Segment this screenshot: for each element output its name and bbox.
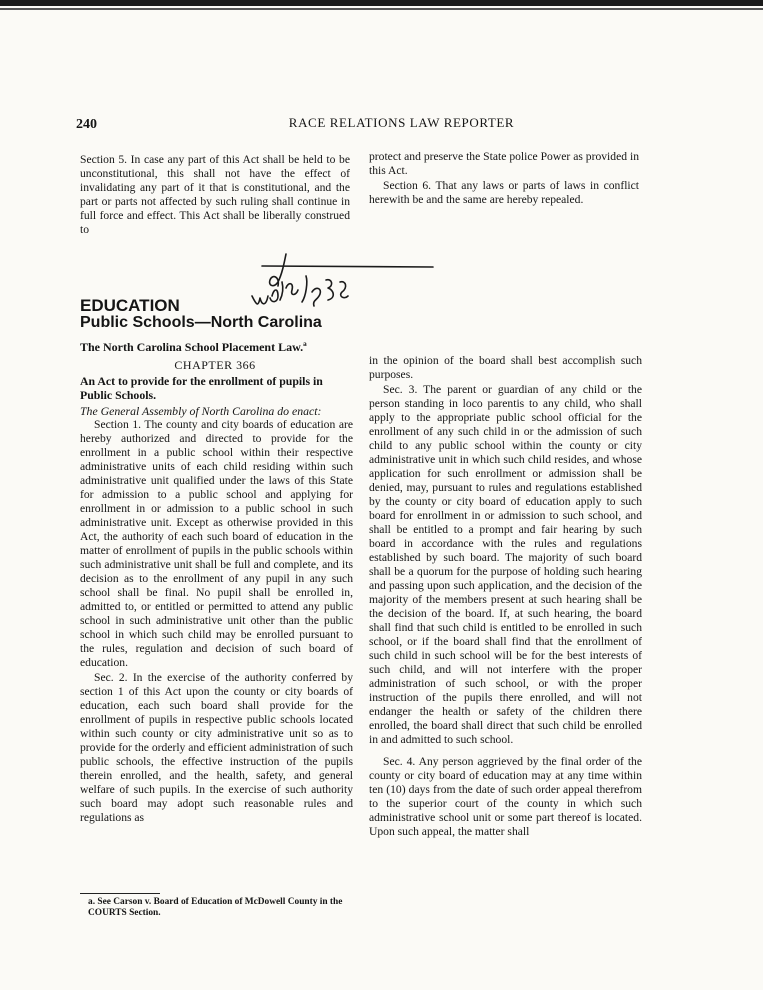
page-number: 240 — [76, 117, 97, 132]
top-right-column — [369, 150, 639, 207]
section-2-paragraph: Sec. 2. In the exercise of the authority conferred by section 1 of this Act upon the county or city boards of education, each such board shall provide for the enrollment of pupils in respective public schools located within such county or city administrative unit so as to provide for the orderly and efficient administration of such public schools, the effective instruction of the pupils therein enrolled, and the health, safety, and general welfare of such pupils. In the exercise of such authority such board may adopt such reasonable rules and regulations as — [80, 671, 353, 824]
section-heading: EDUCATION — [80, 296, 180, 315]
running-head: RACE RELATIONS LAW REPORTER — [288, 115, 515, 130]
main-right-column — [369, 354, 642, 839]
section-6-paragraph: Section 6. That any laws or parts of laws in conflict herewith be and the same are hereby repealed. — [369, 179, 639, 206]
continuation-paragraph: protect and preserve the State police Power as provided in this Act. — [369, 150, 639, 177]
continuation-paragraph-main: in the opinion of the board shall best accomplish such purposes. — [369, 354, 642, 381]
main-left-column — [80, 418, 353, 825]
scan-border-top — [0, 0, 763, 6]
footnote-rule — [80, 893, 160, 894]
act-title: An Act to provide for the enrollment of pupils in Public Schools. — [80, 374, 323, 402]
enacting-clause: The General Assembly of North Carolina do enact: — [80, 404, 322, 418]
section-1-paragraph: Section 1. The county and city boards of education are hereby authorized and directed to provide for the enrollment in a public school within their respective administrative units of each child residing within such administrative unit qualified under the laws of this State for admission to a public school and applying for enrollment in or admission to a public school in such administrative unit. Except as otherwise provided in this Act, the authority of each such board of education in the matter of enrollment of pupils in the public schools within such administrative unit shall be full and complete, and its decision as to the enrollment of any pupil in any such school shall be final. No pupil shall be enrolled in, admitted to, or entitled or permitted to attend any public school in such administrative unit other than the public school in which such child may be enrolled pursuant to the rules, regulation and decision of such board of education. — [80, 418, 353, 669]
section-5-paragraph: Section 5. In case any part of this Act shall be held to be unconstitutional, this shall not have the effect of invalidating any part of it that is constitutional, and the part or parts not affected by such ruling shall continue in full force and effect. This Act shall be liberally construed to — [80, 153, 350, 236]
section-4-paragraph: Sec. 4. Any person aggrieved by the final order of the county or city board of education may at any time within ten (10) days from the date of such order appeal therefrom to the superior court of the county in which such administrative school unit or some part thereof is located. Upon such appeal, the matter shall — [369, 755, 642, 838]
section-3-paragraph: Sec. 3. The parent or guardian of any child or the person standing in loco parentis to any child, who shall apply to the appropriate public school official for the enrollment of any such child in or the admission of such child to any public school within the county or city administrative unit in which such child resides, and whose application for such enrollment or admission shall be denied, may, pursuant to rules and regulations established by the county or city board of education apply to such board for enrollment in or admission to such school, and shall be entitled to a prompt and fair hearing by such board in accordance with the rules and regulations established by such board. The majority of such board shall be a quorum for the purpose of holding such hearing and passing upon such application, and the decision of the majority of the members present at such hearing shall be the decision of the board. If, at such hearing, the board shall find that such child is entitled to be enrolled in such school, or if the board shall find that the enrollment of such child in such school will be for the best interests of such child, and will not interfere with the proper administration of such school, or with the proper instruction of the pupils there enrolled, and will not endanger the health or safety of the children there enrolled, the board shall direct that such child be enrolled in and admitted to such school. — [369, 383, 642, 746]
scan-border-line — [0, 8, 763, 10]
law-title: The North Carolina School Placement Law.ª — [80, 340, 307, 354]
subsection-heading: Public Schools—North Carolina — [80, 314, 322, 331]
chapter-heading: CHAPTER 366 — [174, 358, 256, 372]
footnote: a. See Carson v. Board of Education of McDowell County in the COURTS Section. — [88, 897, 343, 918]
top-left-column — [80, 153, 350, 237]
